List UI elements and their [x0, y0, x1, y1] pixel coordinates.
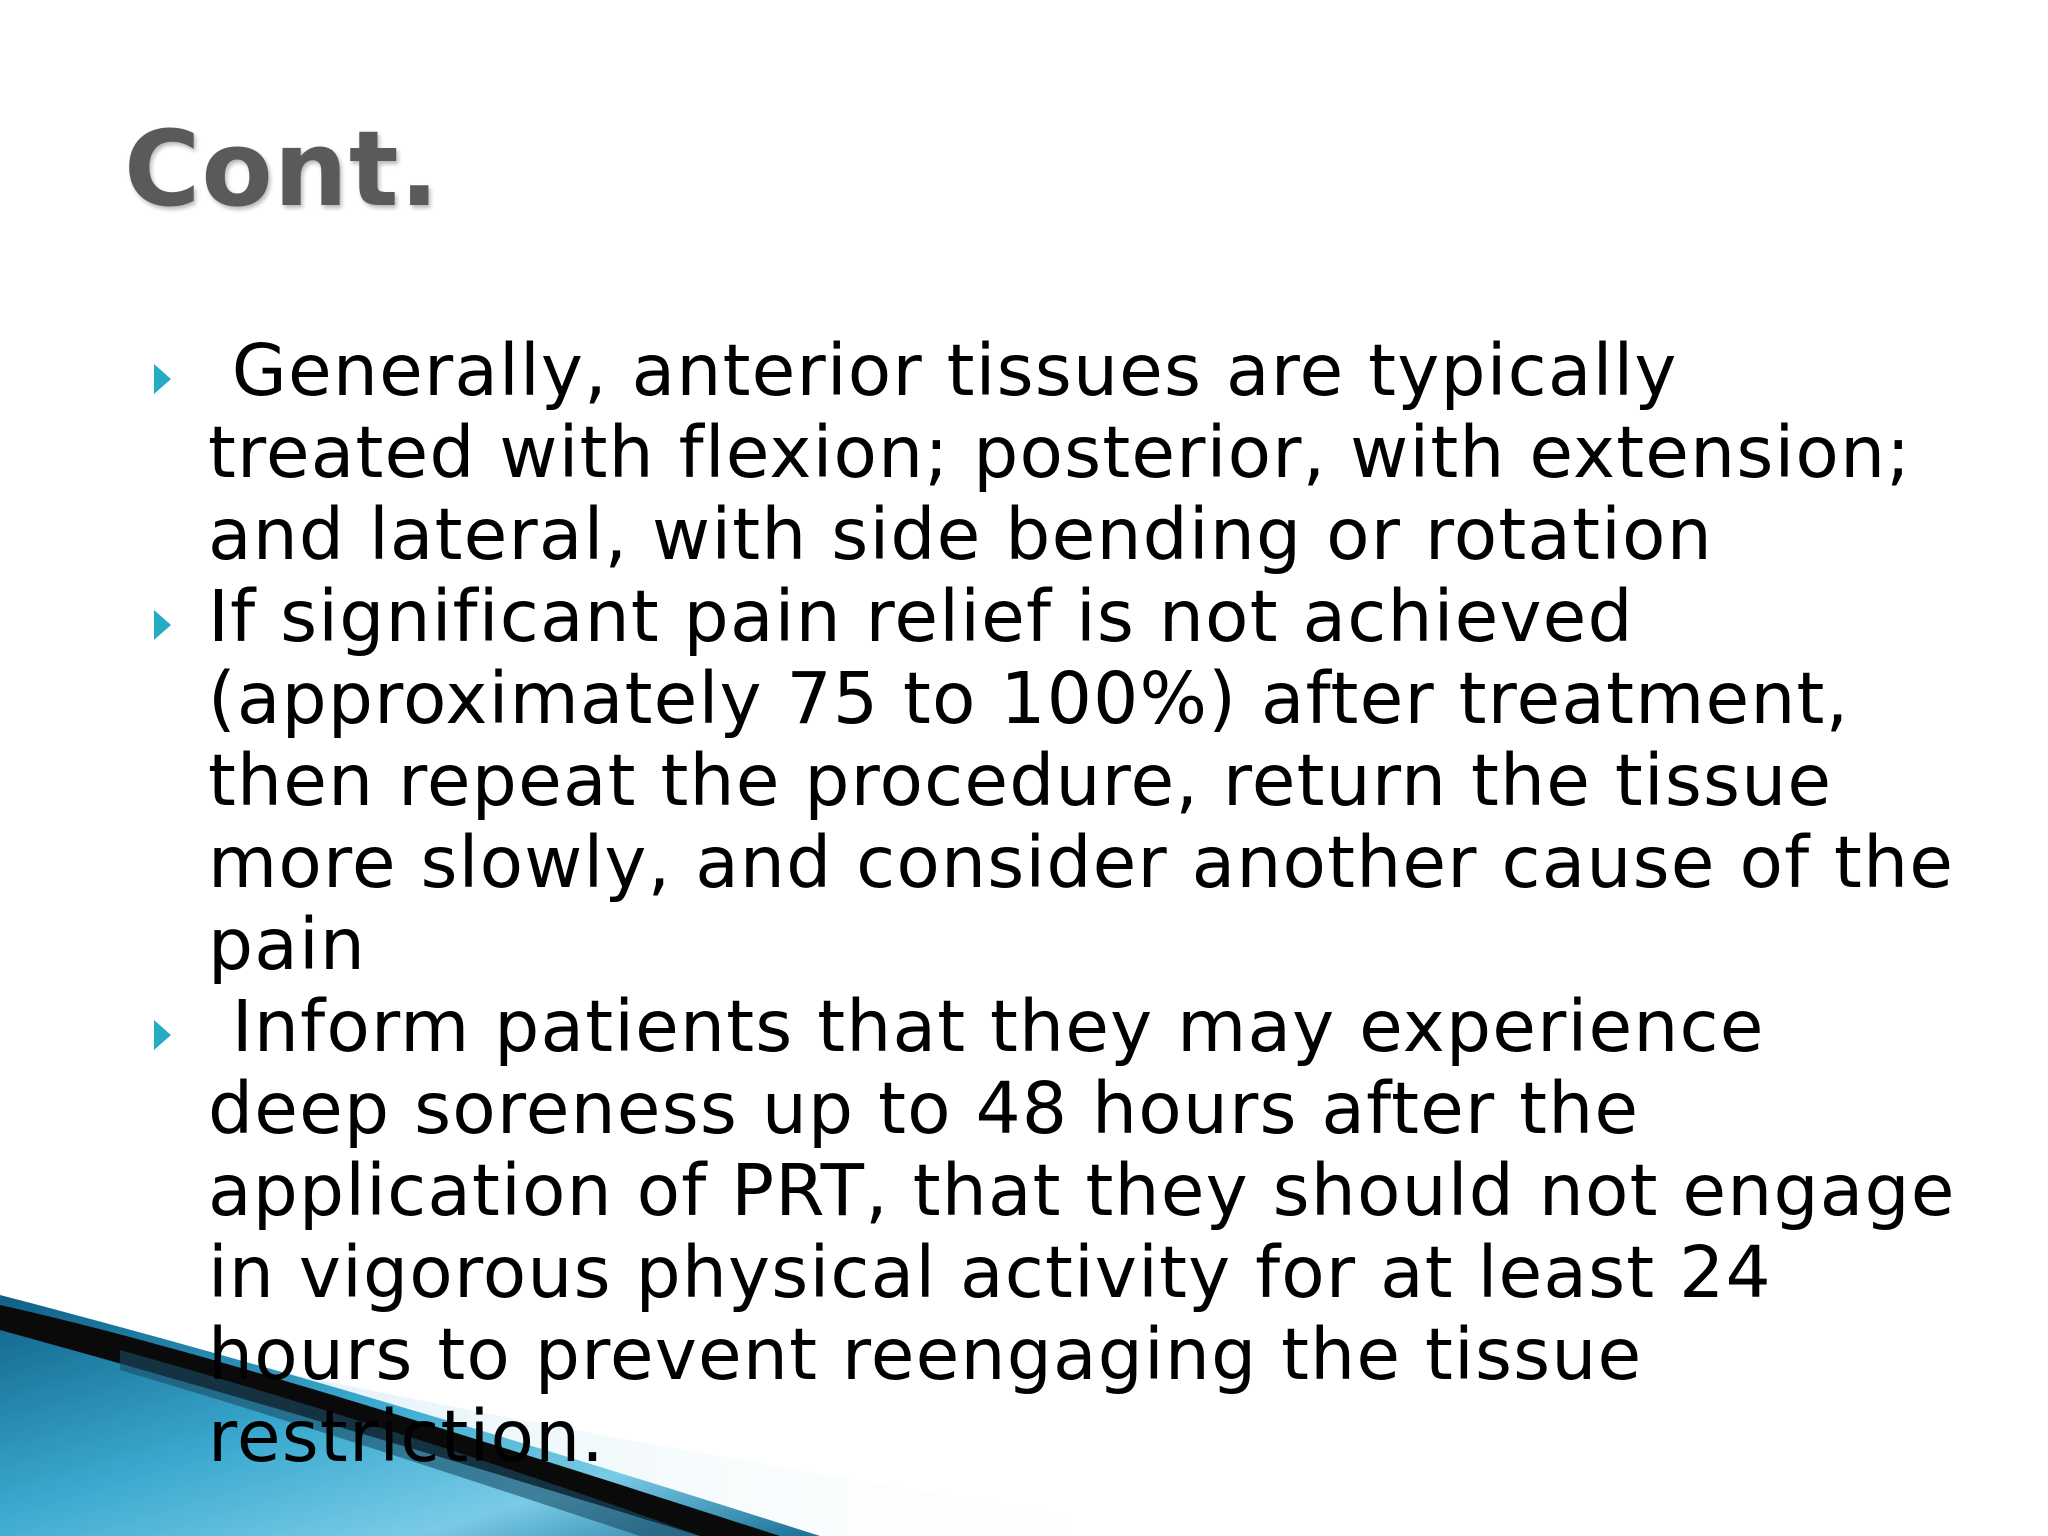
slide-title: Cont.	[124, 108, 441, 230]
bullet-list	[140, 329, 1980, 1478]
bullet-text: If significant pain relief is not achieved (approximately 75 to 100%) after treatment, then repeat the procedure, return the tissue more slowly, and consider another cause of the pain	[208, 575, 1978, 986]
triangle-bullet-icon	[154, 364, 171, 394]
triangle-bullet-icon	[154, 1020, 171, 1050]
bullet-item	[140, 985, 1980, 1478]
bullet-item	[140, 330, 1960, 576]
bullet-item	[140, 575, 1978, 986]
triangle-bullet-icon	[154, 610, 171, 640]
bullet-text: Generally, anterior tissues are typically treated with flexion; posterior, with extension; and lateral, with side bending or rotation	[208, 329, 1936, 576]
bullet-text: Inform patients that they may experience deep soreness up to 48 hours after the application of PRT, that they should not engage in vigorous physical activity for at least 24 hours to prevent reengaging the tissue restriction.	[208, 985, 1980, 1478]
